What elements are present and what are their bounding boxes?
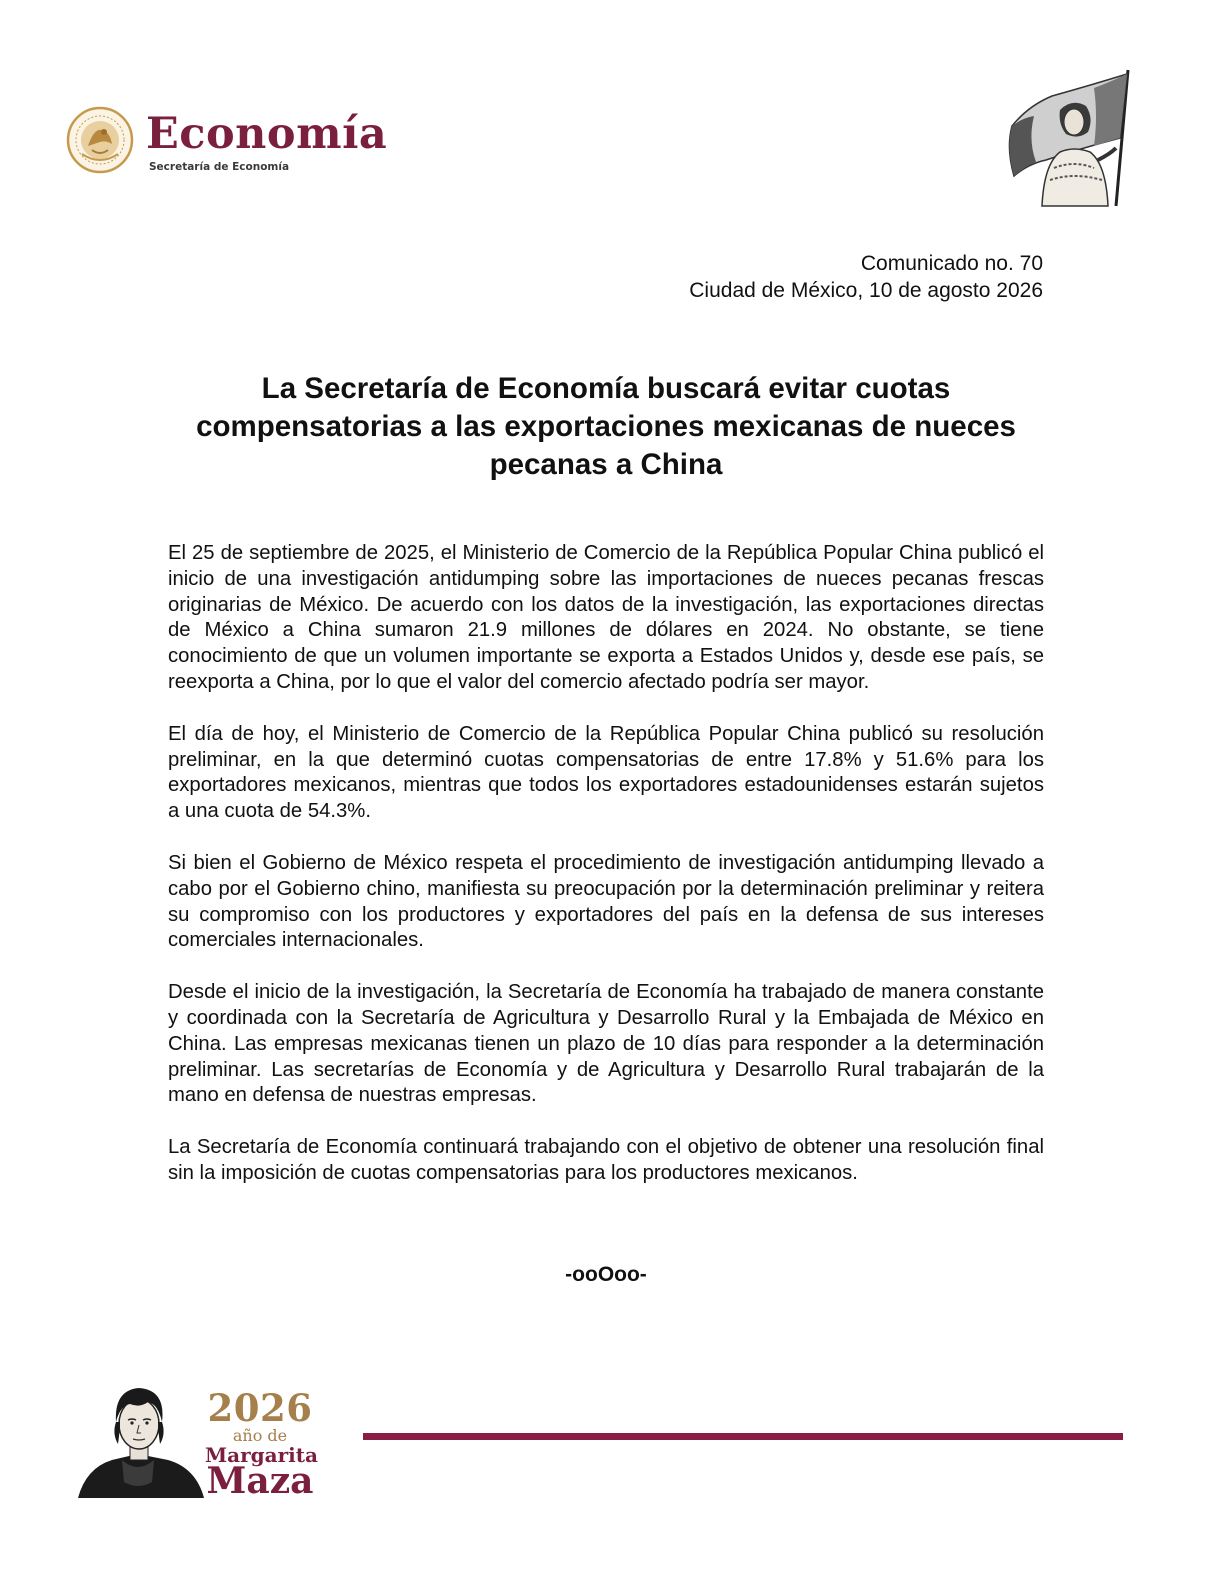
paragraph: El día de hoy, el Ministerio de Comercio de la República Popular China publicó su resolución preliminar, en la que determinó cuotas compensatorias de entre 17.8% y 51.6% para los exportadores mexicanos, mientras que todos los exportadores estadounidenses estarán sujetos a una cuota de 54.3%. — [168, 722, 1044, 823]
emblem-last-name: Maza — [206, 1460, 314, 1502]
emblem-year-of: año de — [232, 1426, 288, 1445]
brand-name: Economía — [146, 109, 388, 159]
page-title: La Secretaría de Economía buscará evitar cuotas compensatorias a las exportaciones mexicanas de nueces pecanas a China — [196, 372, 1016, 481]
margarita-maza-portrait-icon — [78, 1382, 204, 1498]
closing-mark: -ooOoo- — [565, 1263, 647, 1286]
header-logo — [66, 104, 406, 180]
year-emblem — [205, 1386, 318, 1502]
paragraph: Desde el inicio de la investigación, la Secretaría de Economía ha trabajado de manera constante y coordinada con la Secretaría de Agricultura y Desarrollo Rural y la Embajada de México en China. Las empresas mexicanas tienen un plazo de 10 días para responder a la determinación preliminar. Las secretarías de Economía y de Agricultura y Desarrollo Rural trabajarán de la mano en defensa de nuestras empresas. — [168, 981, 1044, 1107]
mexican-coat-of-arms-seal-icon — [66, 106, 134, 174]
press-release-body — [168, 541, 1044, 1213]
release-meta — [689, 250, 1043, 304]
release-number: Comunicado no. 70 — [860, 252, 1043, 275]
footer-divider — [363, 1433, 1123, 1440]
woman-with-flag-illustration-icon — [998, 68, 1136, 208]
paragraph: El 25 de septiembre de 2025, el Ministerio de Comercio de la República Popular China publicó el inicio de una investigación antidumping sobre las importaciones de nueces pecanas frescas originarias de México. De acuerdo con los datos de la investigación, las exportaciones directas de México a China sumaron 21.9 millones de dólares en 2024. No obstante, se tiene conocimiento de que un volumen importante se exporta a Estados Unidos y, desde ese país, se reexporta a China, por lo que el valor del comercio afectado podría ser mayor. — [168, 542, 1044, 693]
paragraph: La Secretaría de Economía continuará trabajando con el objetivo de obtener una resolución final sin la imposición de cuotas compensatorias para los productores mexicanos. — [168, 1136, 1044, 1184]
release-place-date: Ciudad de México, 10 de agosto 2026 — [689, 279, 1043, 302]
paragraph: Si bien el Gobierno de México respeta el procedimiento de investigación antidumping llevado a cabo por el Gobierno chino, manifiesta su preocupación por la determinación preliminar y reitera su compromiso con los productores y exportadores del país en la defensa de sus intereses comerciales internacionales. — [168, 851, 1044, 952]
emblem-year: 2026 — [207, 1386, 313, 1430]
emblem-first-name: Margarita — [205, 1443, 318, 1467]
brand-subtitle: Secretaría de Economía — [149, 161, 290, 173]
